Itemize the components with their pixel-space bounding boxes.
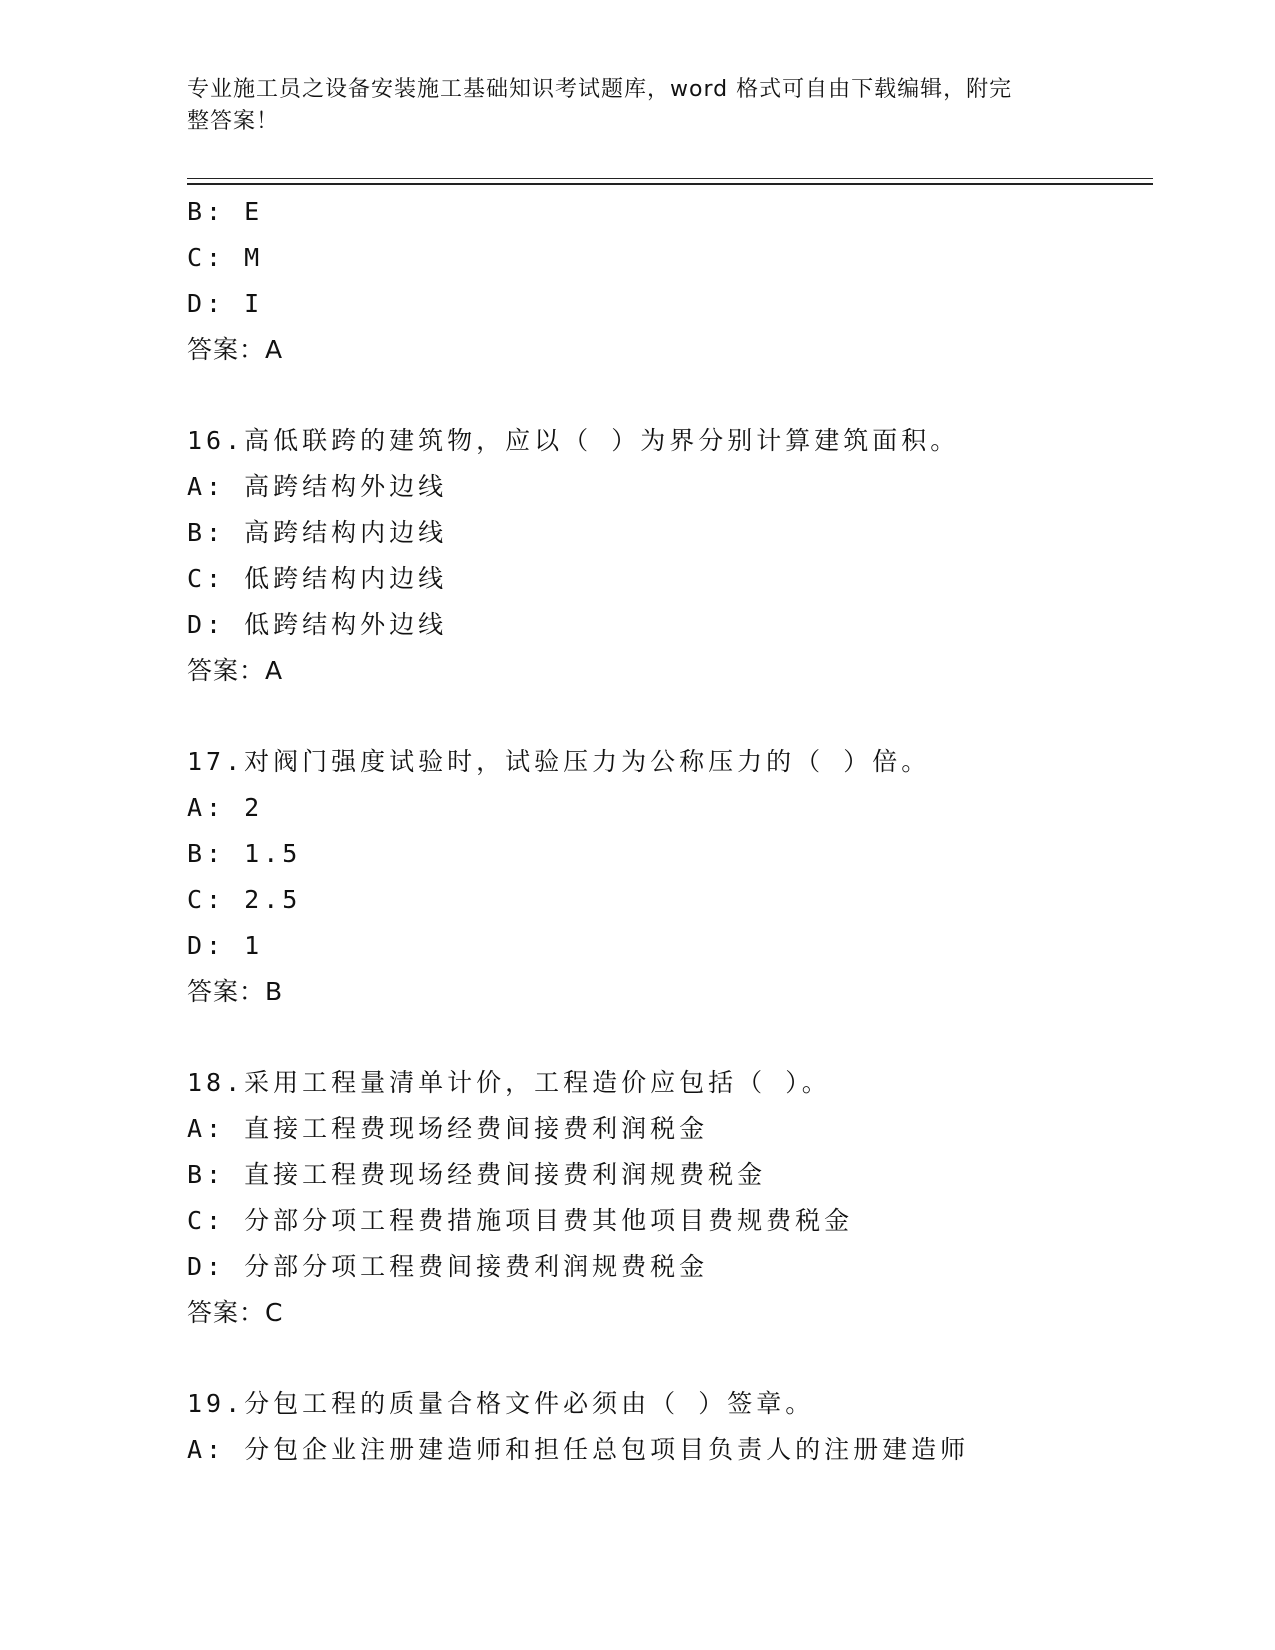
answer-option: B: E	[187, 197, 264, 226]
block-spacer	[187, 1336, 1167, 1381]
answer-option: D: 分部分项工程费间接费利润规费税金	[187, 1252, 709, 1281]
document-header	[187, 74, 1087, 138]
header-line-1: 专业施工员之设备安装施工基础知识考试题库，word 格式可自由下载编辑，附完	[187, 77, 1013, 102]
block-spacer	[187, 1015, 1167, 1060]
answer-key: 答案：A	[187, 656, 284, 685]
answer-option: D: 1	[187, 931, 264, 960]
question-text: 17.对阀门强度试验时，试验压力为公称压力的（ ）倍。	[187, 747, 931, 776]
answer-option: C: 2.5	[187, 885, 302, 914]
block-spacer	[187, 373, 1167, 418]
answer-option: C: 分部分项工程费措施项目费其他项目费规费税金	[187, 1206, 854, 1235]
answer-option: B: 高跨结构内边线	[187, 518, 448, 547]
answer-option: D: 低跨结构外边线	[187, 610, 448, 639]
question-block	[187, 189, 1167, 373]
answer-option: A: 2	[187, 793, 264, 822]
question-block	[187, 1381, 1167, 1473]
answer-option: C: M	[187, 243, 264, 272]
answer-option: C: 低跨结构内边线	[187, 564, 448, 593]
answer-option: A: 直接工程费现场经费间接费利润税金	[187, 1114, 709, 1143]
block-spacer	[187, 694, 1167, 739]
header-divider-thin	[187, 178, 1153, 179]
question-block	[187, 739, 1167, 1015]
answer-key: 答案：B	[187, 977, 284, 1006]
question-text: 18.采用工程量清单计价，工程造价应包括（ ）。	[187, 1068, 831, 1097]
header-line-2: 整答案！	[187, 109, 280, 134]
question-list	[187, 189, 1167, 1473]
answer-key: 答案：A	[187, 335, 284, 364]
answer-option: A: 高跨结构外边线	[187, 472, 448, 501]
question-block	[187, 1060, 1167, 1336]
question-text: 16.高低联跨的建筑物，应以（ ）为界分别计算建筑面积。	[187, 426, 960, 455]
answer-option: D: I	[187, 289, 264, 318]
question-block	[187, 418, 1167, 694]
answer-option: B: 直接工程费现场经费间接费利润规费税金	[187, 1160, 767, 1189]
answer-option: B: 1.5	[187, 839, 302, 868]
answer-key: 答案：C	[187, 1298, 284, 1327]
answer-option: A: 分包企业注册建造师和担任总包项目负责人的注册建造师	[187, 1435, 970, 1464]
question-text: 19.分包工程的质量合格文件必须由（ ）签章。	[187, 1389, 815, 1418]
header-divider-thick	[187, 183, 1153, 185]
